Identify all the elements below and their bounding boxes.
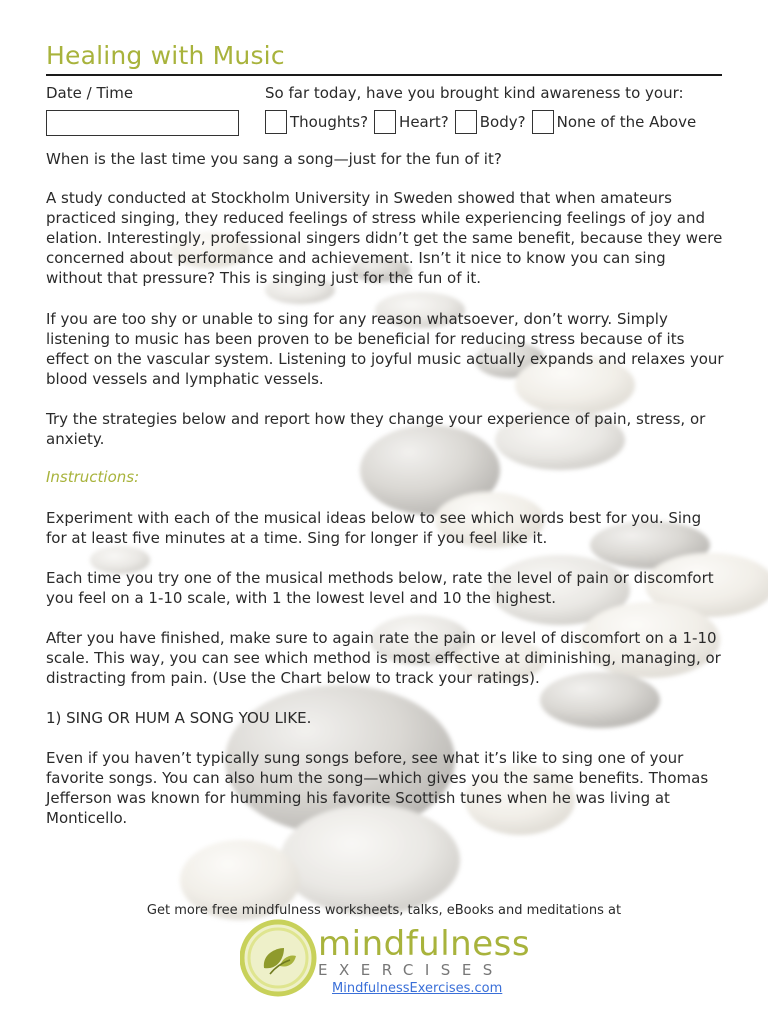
rerate-paragraph: After you have finished, make sure to again rate the pain or level of discomfort on a 1-10 scale. This way, you can see which method is most effective at diminishing, managing, or distracting from pain. (Use the Chart below to track your ratings).	[46, 629, 721, 687]
title-divider	[46, 74, 722, 76]
intro-question: When is the last time you sang a song—just for the fun of it?	[46, 150, 502, 168]
body-checkbox[interactable]	[455, 110, 477, 134]
step-one-heading: 1) SING OR HUM A SONG YOU LIKE.	[46, 709, 312, 727]
date-time-label: Date / Time	[46, 84, 134, 102]
logo-wordmark: mindfulness	[318, 924, 531, 964]
none-label: None of the Above	[556, 113, 697, 131]
awareness-question: So far today, have you brought kind awareness to your:	[265, 84, 684, 102]
footer-text: Get more free mindfulness worksheets, talks, eBooks and meditations at	[146, 903, 622, 918]
instructions-heading: Instructions:	[46, 468, 140, 486]
date-time-field[interactable]	[46, 110, 239, 136]
thoughts-label: Thoughts?	[290, 113, 369, 131]
none-checkbox[interactable]	[532, 110, 554, 134]
website-link[interactable]: MindfulnessExercises.com	[332, 981, 503, 996]
page-title: Healing with Music	[46, 41, 285, 70]
heart-checkbox[interactable]	[374, 110, 396, 134]
experiment-paragraph: Experiment with each of the musical ideas below to see which words best for you. Sing for at least five minutes at a time. Sing for longer if you feel like it.	[46, 509, 702, 547]
heart-label: Heart?	[399, 113, 449, 131]
listening-paragraph: If you are too shy or unable to sing for any reason whatsoever, don’t worry. Simply listening to music has been proven to be beneficial for reducing stress because of its effect on the vascular system. Listening to joyful music actually expands and relaxes your blood vessels and lymphatic vessels.	[46, 310, 724, 388]
strategies-paragraph: Try the strategies below and report how they change your experience of pain, stress, or anxiety.	[46, 410, 706, 448]
awareness-checkboxes	[265, 108, 702, 136]
rating-paragraph: Each time you try one of the musical methods below, rate the level of pain or discomfort you feel on a 1-10 scale, with 1 the lowest level and 10 the highest.	[46, 569, 714, 607]
sing-paragraph: Even if you haven’t typically sung songs before, see what it’s like to sing one of your favorite songs. You can also hum the song—which gives you the same benefits. Thomas Jefferson was known for humming his favorite Scottish tunes when he was living at Monticello.	[46, 749, 709, 827]
body-label: Body?	[479, 113, 526, 131]
study-paragraph: A study conducted at Stockholm University in Sweden showed that when amateurs practiced singing, they reduced feelings of stress while experiencing feelings of joy and elation. Interestingly, professional singers didn’t get the same benefit, because they were concerned about performance and achievement. Isn’t it nice to know you can sing without that pressure? This is singing just for the fun of it.	[46, 189, 723, 287]
thoughts-checkbox[interactable]	[265, 110, 287, 134]
logo-subtitle: EXERCISES	[318, 961, 504, 979]
